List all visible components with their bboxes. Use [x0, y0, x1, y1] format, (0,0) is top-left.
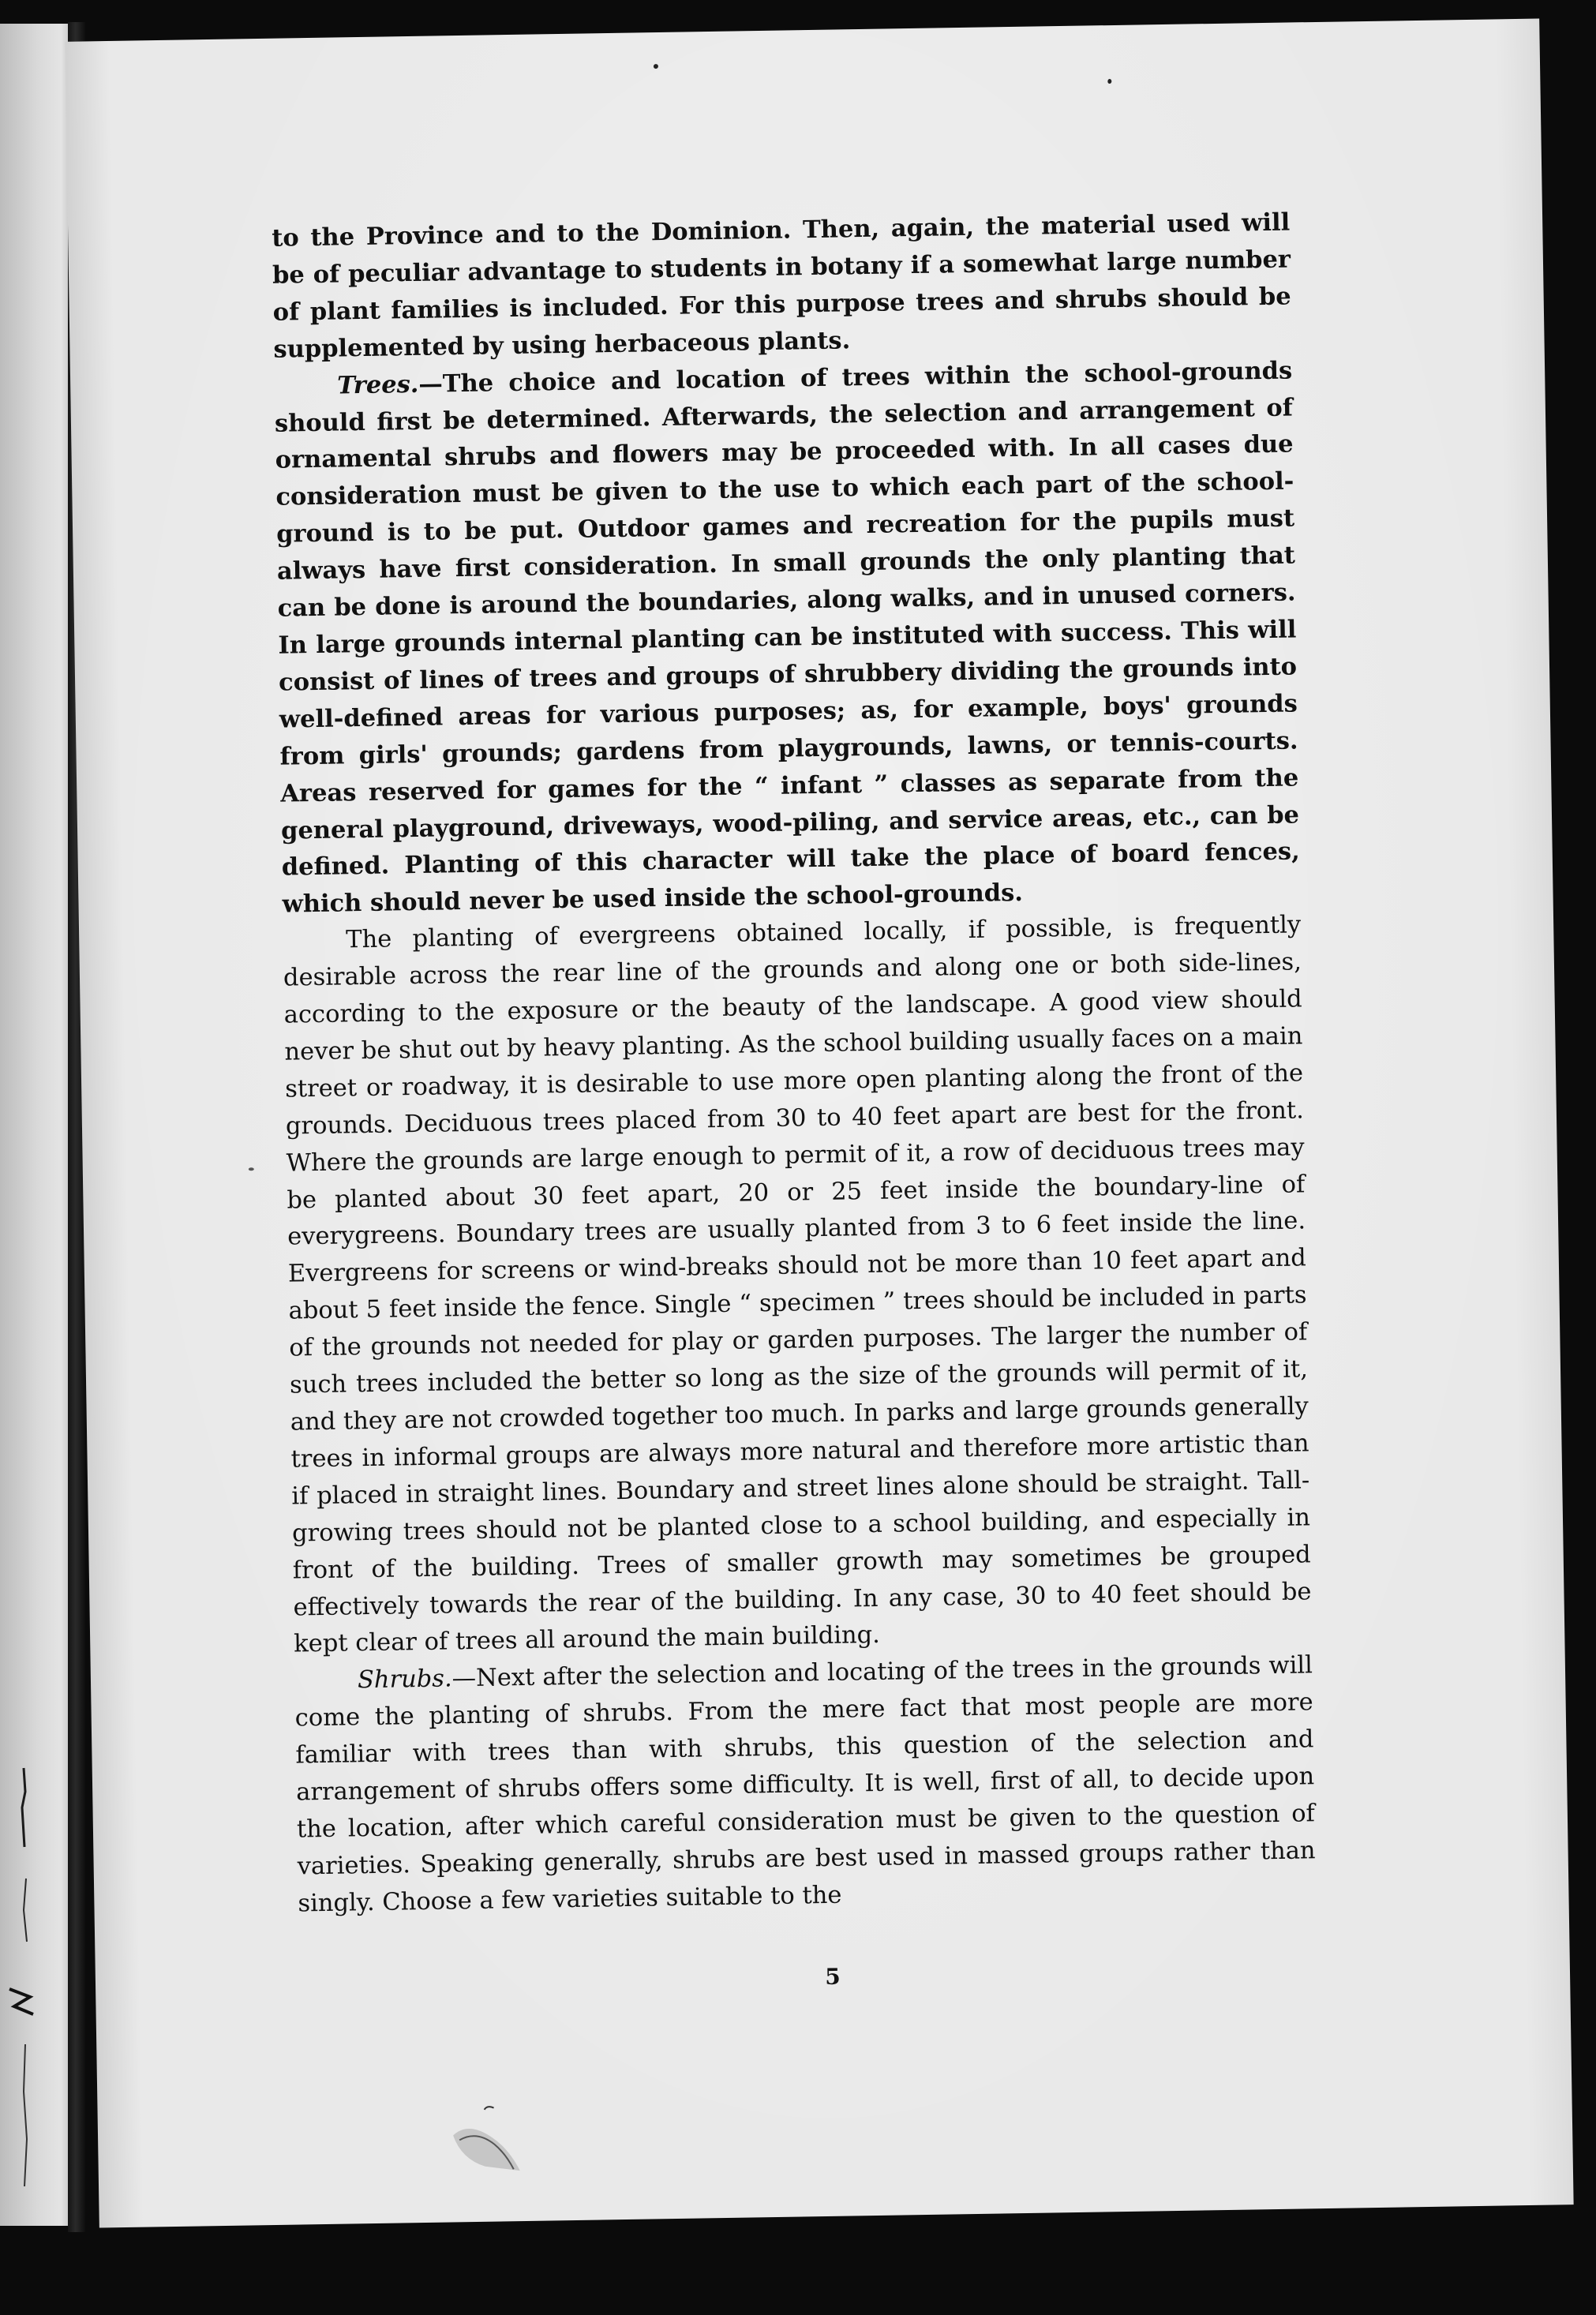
paragraph-trees-text: —The choice and location of trees within the school-grounds should first be determined. Afterwards, the selection and arrangement of ornamental shrubs and flowers may be proceeded with. In all cases due consideration must be given to the use to which each part of the school-ground is to be put. Outdoor games and recreation for the pupils must always have first consideration. In small grounds the only planting that can be done is around the boundaries, along walks, and in unused corners. In large grounds internal planting can be instituted with success. This will consist of lines of trees and groups of shrubbery dividing the grounds into well-defined areas for various purposes; as, for example, boys' grounds from girls' grounds; gardens from playgrounds, lawns, or tennis-courts. Areas reserved for games for the “ infant ” classes as separate from the general playground, driveways, wood-piling, and service areas, etc., can be defined. Planting of this character will take the place of board fences, which should never be used inside the school-grounds. — [274, 356, 1300, 919]
paragraph-1-text: to the Province and to the Dominion. Then, again, the material used will be of peculiar advantage to students in botany if a somewhat large number of plant families is included. For this purpose trees and shrubs should be supplemented by using herbaceous plants. — [272, 208, 1291, 364]
paragraph-shrubs — [294, 1648, 1317, 1924]
book-page — [65, 19, 1573, 2228]
dust-speck — [1107, 79, 1111, 84]
paragraph-trees-heading: Trees. — [336, 369, 419, 400]
page-number: 5 — [824, 1963, 841, 1991]
body-text — [272, 204, 1317, 1923]
paragraph-1 — [272, 204, 1292, 368]
paragraph-evergreens-text: The planting of evergreens obtained locally, if possible, is frequently desirable across the rear line of the grounds and along one or both side-lines, according to the exposure or the beauty of the landscape. A good view should never be shut out by heavy planting. As the school building usually faces on a main street or roadway, it is desirable to use more open planting along the front of the grounds. Deciduous trees placed from 30 to 40 feet apart are best for the front. Where the grounds are large enough to permit of it, a row of deciduous trees may be planted about 30 feet apart, 20 or 25 feet inside the boundary-line of everygreens. Boundary trees are usually planted from 3 to 6 feet inside the line. Evergreens for screens or wind-breaks should not be more than 10 feet apart and about 5 feet inside the fence. Single “ specimen ” trees should be included in parts of the grounds not needed for play or garden purposes. The larger the number of such trees included the better so long as the size of the grounds will permit of it, and they are not crowded together too much. In parks and large grounds generally trees in informal groups are always more natural and therefore more artistic than if placed in straight lines. Boundary and street lines alone should be straight. Tall-growing trees should not be planted close to a school building, and especially in front of the building. Trees of smaller growth may sometimes be grouped effectively towards the rear of the building. In any case, 30 to 40 feet should be kept clear of trees all around the main building. — [283, 911, 1312, 1658]
ink-smudge — [436, 2103, 532, 2175]
paragraph-evergreens — [283, 908, 1313, 1664]
paragraph-shrubs-heading: Shrubs. — [357, 1665, 452, 1695]
binding-marks — [6, 1760, 38, 2202]
dust-speck — [654, 64, 658, 69]
paragraph-trees — [274, 352, 1301, 923]
dust-speck — [249, 1167, 254, 1171]
paragraph-shrubs-text: —Next after the selection and locating of the trees in the grounds will come the planting of shrubs. From the mere fact that most people are more familiar with trees than with shrubs, this question of the selection and arrangement of shrubs offers some difficulty. It is well, first of all, to decide upon the location, after which careful consideration must be given to the question of varieties. Speaking generally, shrubs are best used in massed groups rather than singly. Choose a few varieties suitable to the — [294, 1651, 1316, 1918]
